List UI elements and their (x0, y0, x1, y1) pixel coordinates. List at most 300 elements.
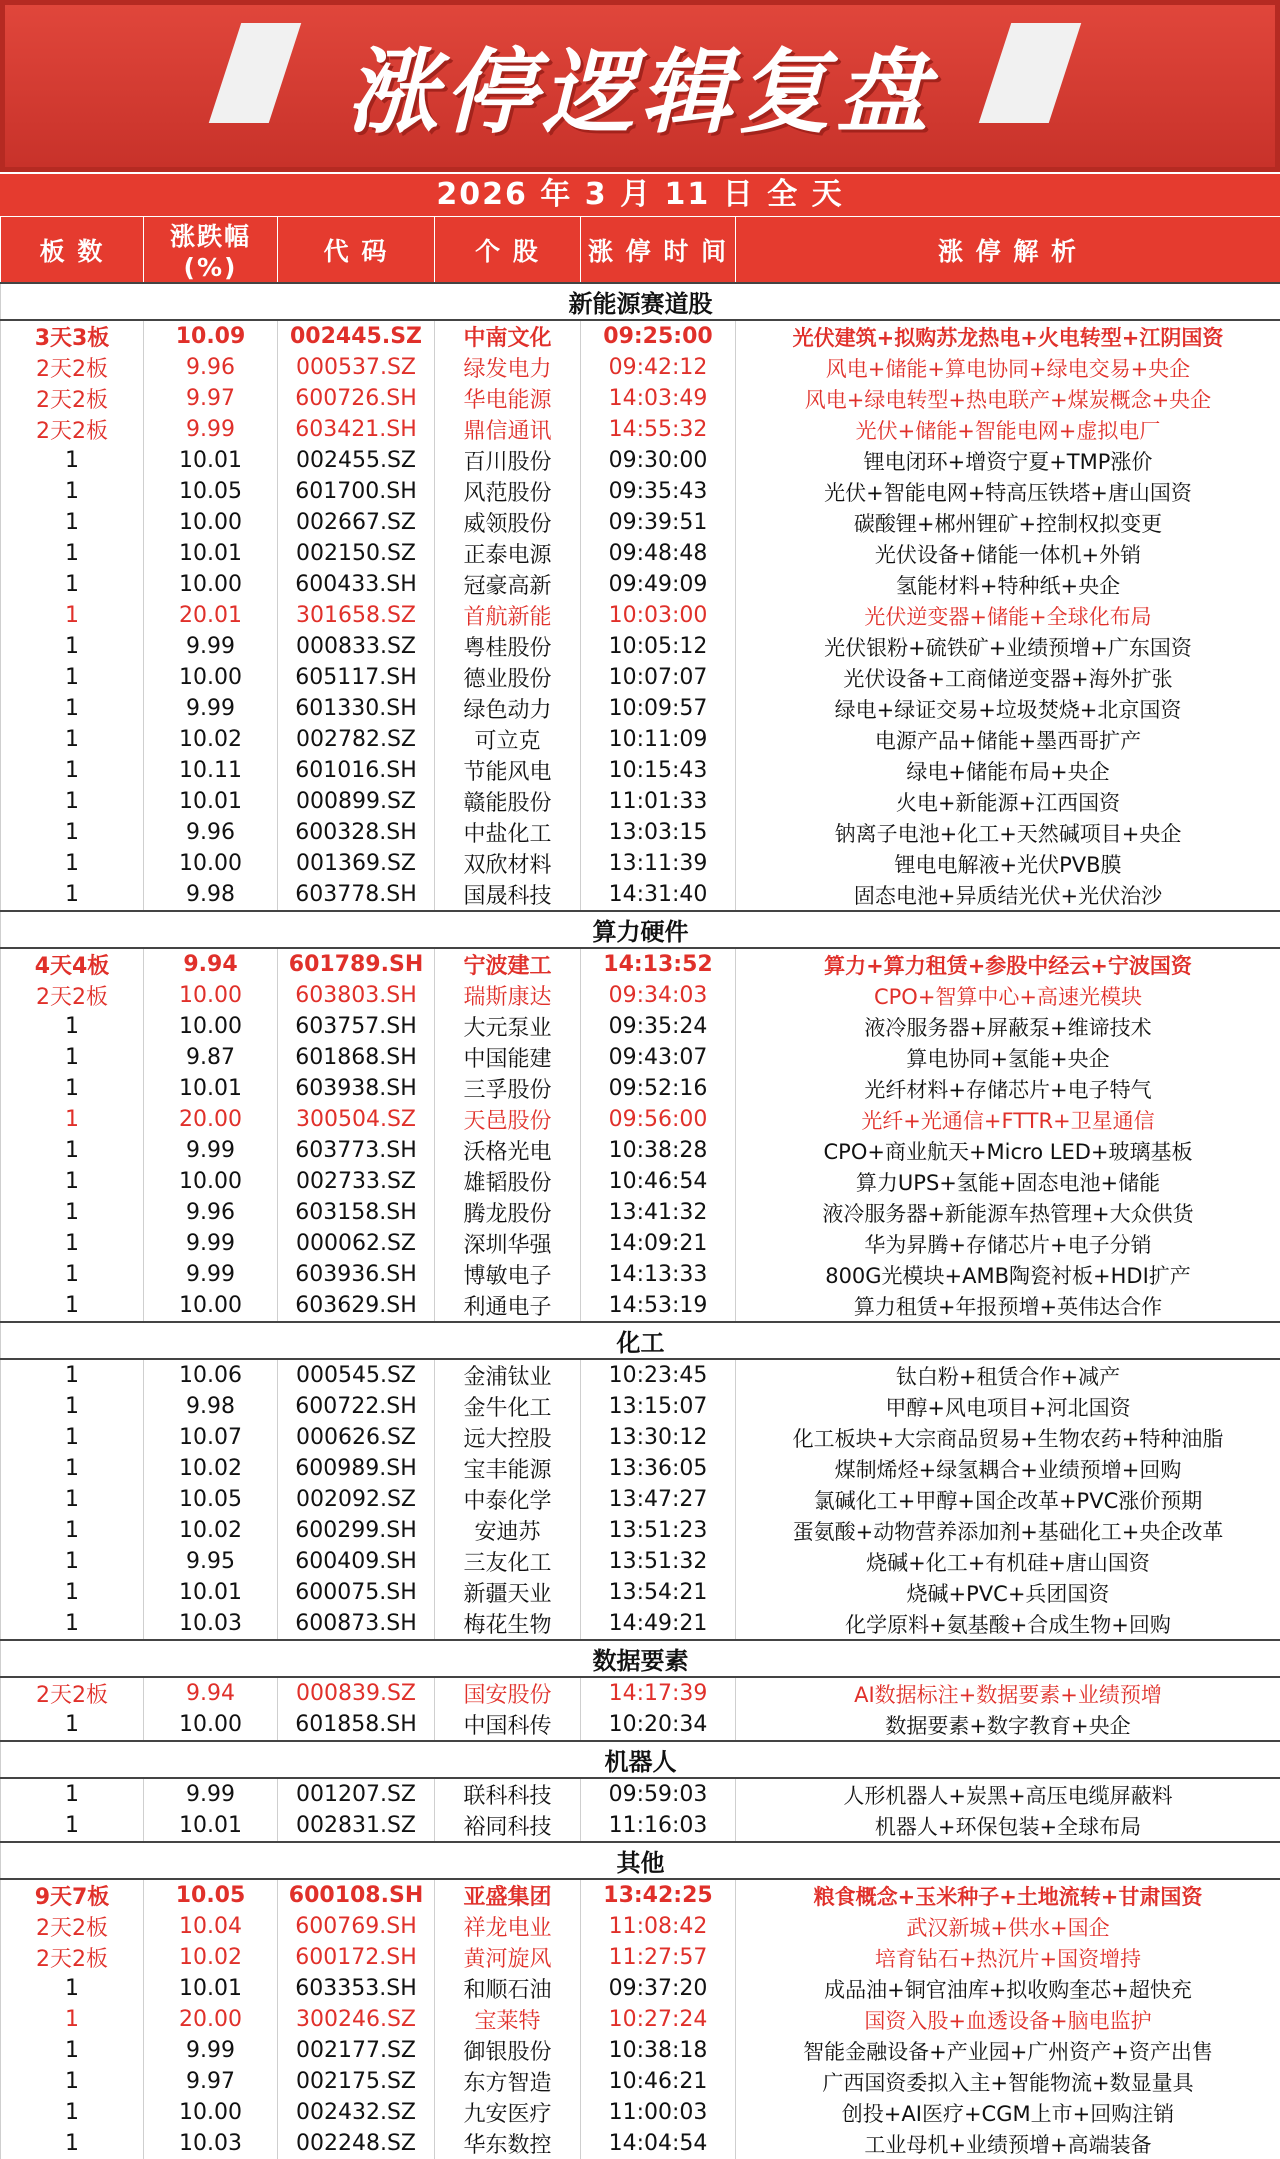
cell-pct: 9.96 (144, 817, 278, 848)
cell-pct: 10.02 (144, 1453, 278, 1484)
sector-title: 数据要素 (1, 1640, 1280, 1677)
cell-board: 1 (1, 755, 144, 786)
cell-code: 601789.SH (278, 948, 435, 980)
cell-board: 2天2板 (1, 1911, 144, 1942)
cell-pct: 9.94 (144, 1677, 278, 1709)
cell-board: 2天2板 (1, 1677, 144, 1709)
cell-stock: 利通电子 (435, 1290, 581, 1322)
cell-stock: 中国能建 (435, 1042, 581, 1073)
cell-pct: 9.96 (144, 352, 278, 383)
table-row (1, 1911, 1280, 1942)
cell-stock: 大元泵业 (435, 1011, 581, 1042)
cell-stock: 首航新能 (435, 600, 581, 631)
cell-stock: 鼎信通讯 (435, 414, 581, 445)
table-row (1, 414, 1280, 445)
cell-time: 11:01:33 (581, 786, 736, 817)
cell-reason: 光纤材料+存储芯片+电子特气 (736, 1073, 1280, 1104)
cell-code: 600172.SH (278, 1942, 435, 1973)
cell-code: 300504.SZ (278, 1104, 435, 1135)
cell-code: 603803.SH (278, 980, 435, 1011)
cell-time: 13:47:27 (581, 1484, 736, 1515)
cell-code: 002831.SZ (278, 1810, 435, 1842)
cell-stock: 联科科技 (435, 1778, 581, 1810)
cell-time: 14:53:19 (581, 1290, 736, 1322)
cell-reason: 成品油+铜官油库+拟收购奎芯+超快充 (736, 1973, 1280, 2004)
table-row (1, 1453, 1280, 1484)
cell-stock: 绿色动力 (435, 693, 581, 724)
cell-code: 002733.SZ (278, 1166, 435, 1197)
cell-reason: 碳酸锂+郴州锂矿+控制权拟变更 (736, 507, 1280, 538)
table-row (1, 1810, 1280, 1842)
table-row (1, 600, 1280, 631)
cell-code: 600873.SH (278, 1608, 435, 1640)
table-row (1, 1359, 1280, 1391)
cell-reason: 绿电+储能布局+央企 (736, 755, 1280, 786)
cell-reason: 风电+储能+算电协同+绿电交易+央企 (736, 352, 1280, 383)
sector-title: 算力硬件 (1, 911, 1280, 948)
cell-time: 09:43:07 (581, 1042, 736, 1073)
cell-time: 10:05:12 (581, 631, 736, 662)
cell-stock: 正泰电源 (435, 538, 581, 569)
cell-reason: 化学原料+氨基酸+合成生物+回购 (736, 1608, 1280, 1640)
cell-time: 10:15:43 (581, 755, 736, 786)
cell-time: 10:27:24 (581, 2004, 736, 2035)
cell-board: 1 (1, 1608, 144, 1640)
cell-code: 002432.SZ (278, 2097, 435, 2128)
cell-stock: 祥龙电业 (435, 1911, 581, 1942)
cell-stock: 中南文化 (435, 320, 581, 352)
table-row (1, 724, 1280, 755)
cell-pct: 9.98 (144, 1391, 278, 1422)
sector-header-row (1, 1741, 1280, 1778)
cell-reason: 工业母机+业绩预增+高端装备 (736, 2128, 1280, 2159)
table-row (1, 817, 1280, 848)
cell-pct: 10.03 (144, 1608, 278, 1640)
limit-up-table (0, 216, 1280, 2159)
cell-pct: 9.99 (144, 693, 278, 724)
cell-reason: 电源产品+储能+墨西哥扩产 (736, 724, 1280, 755)
cell-pct: 10.01 (144, 1810, 278, 1842)
cell-reason: 人形机器人+炭黑+高压电缆屏蔽料 (736, 1778, 1280, 1810)
table-row (1, 1546, 1280, 1577)
cell-reason: 华为昇腾+存储芯片+电子分销 (736, 1228, 1280, 1259)
cell-time: 14:03:49 (581, 383, 736, 414)
cell-code: 002177.SZ (278, 2035, 435, 2066)
cell-stock: 瑞斯康达 (435, 980, 581, 1011)
col-header-time: 涨 停 时 间 (581, 217, 736, 284)
sector-title: 新能源赛道股 (1, 283, 1280, 320)
cell-pct: 10.01 (144, 1577, 278, 1608)
cell-code: 002455.SZ (278, 445, 435, 476)
table-row (1, 879, 1280, 911)
cell-pct: 9.97 (144, 2066, 278, 2097)
cell-code: 000833.SZ (278, 631, 435, 662)
cell-reason: 粮食概念+玉米种子+土地流转+甘肃国资 (736, 1879, 1280, 1911)
cell-reason: 创投+AI医疗+CGM上市+回购注销 (736, 2097, 1280, 2128)
table-row (1, 693, 1280, 724)
table-row (1, 320, 1280, 352)
cell-time: 11:00:03 (581, 2097, 736, 2128)
cell-reason: 风电+绿电转型+热电联产+煤炭概念+央企 (736, 383, 1280, 414)
cell-board: 1 (1, 1228, 144, 1259)
cell-pct: 9.99 (144, 1259, 278, 1290)
cell-board: 1 (1, 879, 144, 911)
cell-reason: 光伏逆变器+储能+全球化布局 (736, 600, 1280, 631)
cell-code: 600769.SH (278, 1911, 435, 1942)
cell-stock: 亚盛集团 (435, 1879, 581, 1911)
cell-stock: 东方智造 (435, 2066, 581, 2097)
cell-code: 000062.SZ (278, 1228, 435, 1259)
cell-stock: 安迪苏 (435, 1515, 581, 1546)
cell-pct: 10.00 (144, 507, 278, 538)
cell-board: 1 (1, 2128, 144, 2159)
cell-board: 2天2板 (1, 352, 144, 383)
table-row (1, 538, 1280, 569)
cell-reason: 广西国资委拟入主+智能物流+数显量具 (736, 2066, 1280, 2097)
cell-code: 603757.SH (278, 1011, 435, 1042)
cell-reason: 智能金融设备+产业园+广州资产+资产出售 (736, 2035, 1280, 2066)
cell-code: 301658.SZ (278, 600, 435, 631)
cell-code: 002175.SZ (278, 2066, 435, 2097)
cell-board: 1 (1, 2035, 144, 2066)
table-row (1, 662, 1280, 693)
cell-code: 001207.SZ (278, 1778, 435, 1810)
cell-stock: 威领股份 (435, 507, 581, 538)
cell-reason: 化工板块+大宗商品贸易+生物农药+特种油脂 (736, 1422, 1280, 1453)
cell-stock: 远大控股 (435, 1422, 581, 1453)
cell-code: 002445.SZ (278, 320, 435, 352)
table-row (1, 1391, 1280, 1422)
cell-reason: 算力UPS+氢能+固态电池+储能 (736, 1166, 1280, 1197)
cell-board: 1 (1, 848, 144, 879)
cell-time: 14:49:21 (581, 1608, 736, 1640)
cell-stock: 金牛化工 (435, 1391, 581, 1422)
cell-reason: CPO+智算中心+高速光模块 (736, 980, 1280, 1011)
cell-time: 09:30:00 (581, 445, 736, 476)
cell-reason: CPO+商业航天+Micro LED+玻璃基板 (736, 1135, 1280, 1166)
cell-stock: 中国科传 (435, 1709, 581, 1741)
date-bar: 2026 年 3 月 11 日 全 天 (0, 172, 1280, 216)
cell-stock: 梅花生物 (435, 1608, 581, 1640)
cell-code: 002150.SZ (278, 538, 435, 569)
sector-header-row (1, 1640, 1280, 1677)
cell-time: 10:46:21 (581, 2066, 736, 2097)
cell-pct: 9.96 (144, 1197, 278, 1228)
cell-board: 1 (1, 786, 144, 817)
table-row (1, 2004, 1280, 2035)
sector-title: 化工 (1, 1322, 1280, 1359)
cell-stock: 博敏电子 (435, 1259, 581, 1290)
table-row (1, 383, 1280, 414)
cell-time: 09:49:09 (581, 569, 736, 600)
cell-board: 1 (1, 1484, 144, 1515)
cell-board: 2天2板 (1, 1942, 144, 1973)
cell-time: 14:13:33 (581, 1259, 736, 1290)
cell-board: 1 (1, 445, 144, 476)
cell-time: 14:31:40 (581, 879, 736, 911)
cell-stock: 黄河旋风 (435, 1942, 581, 1973)
cell-board: 1 (1, 1453, 144, 1484)
cell-stock: 宝莱特 (435, 2004, 581, 2035)
cell-stock: 宁波建工 (435, 948, 581, 980)
cell-code: 002667.SZ (278, 507, 435, 538)
cell-stock: 粤桂股份 (435, 631, 581, 662)
cell-reason: 煤制烯烃+绿氢耦合+业绩预增+回购 (736, 1453, 1280, 1484)
cell-board: 1 (1, 1391, 144, 1422)
cell-pct: 10.07 (144, 1422, 278, 1453)
table-row (1, 1515, 1280, 1546)
cell-pct: 10.01 (144, 786, 278, 817)
cell-pct: 9.99 (144, 1778, 278, 1810)
cell-time: 13:03:15 (581, 817, 736, 848)
cell-stock: 天邑股份 (435, 1104, 581, 1135)
cell-time: 10:20:34 (581, 1709, 736, 1741)
cell-board: 1 (1, 476, 144, 507)
cell-board: 1 (1, 2097, 144, 2128)
cell-code: 000545.SZ (278, 1359, 435, 1391)
table-row (1, 1135, 1280, 1166)
cell-reason: 光伏设备+储能一体机+外销 (736, 538, 1280, 569)
cell-time: 09:37:20 (581, 1973, 736, 2004)
table-row (1, 445, 1280, 476)
table-row (1, 1709, 1280, 1741)
table-row (1, 1228, 1280, 1259)
cell-board: 1 (1, 1778, 144, 1810)
table-row (1, 1879, 1280, 1911)
table-row (1, 1290, 1280, 1322)
cell-time: 10:38:28 (581, 1135, 736, 1166)
cell-board: 1 (1, 600, 144, 631)
cell-pct: 10.11 (144, 755, 278, 786)
cell-reason: 国资入股+血透设备+脑电监护 (736, 2004, 1280, 2035)
table-row (1, 1608, 1280, 1640)
cell-code: 002782.SZ (278, 724, 435, 755)
cell-board: 1 (1, 2066, 144, 2097)
sector-header-row (1, 1842, 1280, 1879)
cell-time: 09:35:24 (581, 1011, 736, 1042)
table-row (1, 1073, 1280, 1104)
cell-pct: 10.00 (144, 1166, 278, 1197)
cell-time: 14:17:39 (581, 1677, 736, 1709)
table-row (1, 1677, 1280, 1709)
cell-board: 4天4板 (1, 948, 144, 980)
cell-code: 601330.SH (278, 693, 435, 724)
table-row (1, 1778, 1280, 1810)
cell-board: 1 (1, 538, 144, 569)
cell-pct: 10.06 (144, 1359, 278, 1391)
table-row (1, 2066, 1280, 2097)
cell-time: 09:34:03 (581, 980, 736, 1011)
cell-code: 603778.SH (278, 879, 435, 911)
cell-reason: 绿电+绿证交易+垃圾焚烧+北京国资 (736, 693, 1280, 724)
cell-time: 10:07:07 (581, 662, 736, 693)
table-row (1, 2035, 1280, 2066)
cell-reason: 光伏银粉+硫铁矿+业绩预增+广东国资 (736, 631, 1280, 662)
cell-board: 1 (1, 1135, 144, 1166)
title-banner (0, 0, 1280, 172)
cell-code: 600409.SH (278, 1546, 435, 1577)
table-row (1, 2128, 1280, 2159)
cell-board: 1 (1, 1197, 144, 1228)
cell-time: 13:36:05 (581, 1453, 736, 1484)
cell-board: 1 (1, 1709, 144, 1741)
cell-reason: 光伏+智能电网+特高压铁塔+唐山国资 (736, 476, 1280, 507)
cell-pct: 10.05 (144, 476, 278, 507)
cell-stock: 九安医疗 (435, 2097, 581, 2128)
col-header-reason: 涨 停 解 析 (736, 217, 1280, 284)
cell-board: 1 (1, 693, 144, 724)
table-row (1, 507, 1280, 538)
cell-reason: 培育钻石+热沉片+国资增持 (736, 1942, 1280, 1973)
cell-reason: 火电+新能源+江西国资 (736, 786, 1280, 817)
cell-board: 1 (1, 1973, 144, 2004)
table-row (1, 476, 1280, 507)
cell-pct: 9.99 (144, 2035, 278, 2066)
cell-board: 1 (1, 1810, 144, 1842)
cell-time: 14:13:52 (581, 948, 736, 980)
table-header-row (1, 217, 1280, 284)
table-row (1, 1104, 1280, 1135)
cell-reason: 氯碱化工+甲醇+国企改革+PVC涨价预期 (736, 1484, 1280, 1515)
cell-pct: 9.98 (144, 879, 278, 911)
cell-pct: 10.09 (144, 320, 278, 352)
table-row (1, 1042, 1280, 1073)
table-row (1, 1577, 1280, 1608)
cell-code: 603773.SH (278, 1135, 435, 1166)
col-header-code: 代 码 (278, 217, 435, 284)
cell-stock: 可立克 (435, 724, 581, 755)
cell-code: 600989.SH (278, 1453, 435, 1484)
cell-pct: 10.00 (144, 569, 278, 600)
cell-code: 603936.SH (278, 1259, 435, 1290)
cell-stock: 双欣材料 (435, 848, 581, 879)
table-row (1, 848, 1280, 879)
cell-pct: 10.01 (144, 538, 278, 569)
cell-stock: 百川股份 (435, 445, 581, 476)
cell-pct: 20.01 (144, 600, 278, 631)
cell-reason: 甲醇+风电项目+河北国资 (736, 1391, 1280, 1422)
cell-stock: 节能风电 (435, 755, 581, 786)
cell-code: 002248.SZ (278, 2128, 435, 2159)
cell-board: 2天2板 (1, 383, 144, 414)
cell-board: 1 (1, 1359, 144, 1391)
cell-board: 2天2板 (1, 414, 144, 445)
sector-header-row (1, 1322, 1280, 1359)
cell-time: 09:42:12 (581, 352, 736, 383)
cell-reason: 烧碱+PVC+兵团国资 (736, 1577, 1280, 1608)
cell-stock: 雄韬股份 (435, 1166, 581, 1197)
cell-time: 13:42:25 (581, 1879, 736, 1911)
cell-pct: 10.00 (144, 980, 278, 1011)
cell-reason: 烧碱+化工+有机硅+唐山国资 (736, 1546, 1280, 1577)
cell-board: 1 (1, 1422, 144, 1453)
cell-board: 1 (1, 662, 144, 693)
table-row (1, 980, 1280, 1011)
cell-code: 600722.SH (278, 1391, 435, 1422)
cell-reason: 算电协同+氢能+央企 (736, 1042, 1280, 1073)
cell-time: 11:16:03 (581, 1810, 736, 1842)
cell-stock: 中泰化学 (435, 1484, 581, 1515)
cell-time: 09:35:43 (581, 476, 736, 507)
cell-stock: 三友化工 (435, 1546, 581, 1577)
cell-pct: 9.97 (144, 383, 278, 414)
table-row (1, 352, 1280, 383)
cell-pct: 10.05 (144, 1879, 278, 1911)
cell-reason: AI数据标注+数据要素+业绩预增 (736, 1677, 1280, 1709)
cell-code: 601858.SH (278, 1709, 435, 1741)
cell-pct: 10.00 (144, 2097, 278, 2128)
cell-stock: 和顺石油 (435, 1973, 581, 2004)
cell-stock: 绿发电力 (435, 352, 581, 383)
cell-board: 1 (1, 1515, 144, 1546)
cell-code: 603158.SH (278, 1197, 435, 1228)
table-row (1, 1484, 1280, 1515)
cell-stock: 中盐化工 (435, 817, 581, 848)
cell-time: 10:23:45 (581, 1359, 736, 1391)
cell-time: 13:51:32 (581, 1546, 736, 1577)
cell-time: 13:30:12 (581, 1422, 736, 1453)
cell-code: 603353.SH (278, 1973, 435, 2004)
cell-pct: 10.01 (144, 445, 278, 476)
cell-board: 1 (1, 2004, 144, 2035)
cell-stock: 新疆天业 (435, 1577, 581, 1608)
cell-time: 10:03:00 (581, 600, 736, 631)
cell-reason: 光伏设备+工商储逆变器+海外扩张 (736, 662, 1280, 693)
cell-code: 603421.SH (278, 414, 435, 445)
cell-time: 10:46:54 (581, 1166, 736, 1197)
cell-pct: 9.99 (144, 631, 278, 662)
cell-time: 11:27:57 (581, 1942, 736, 1973)
cell-time: 09:59:03 (581, 1778, 736, 1810)
cell-code: 600108.SH (278, 1879, 435, 1911)
cell-pct: 10.04 (144, 1911, 278, 1942)
table-row (1, 1942, 1280, 1973)
cell-board: 1 (1, 1290, 144, 1322)
cell-code: 000899.SZ (278, 786, 435, 817)
table-row (1, 1166, 1280, 1197)
cell-pct: 9.99 (144, 414, 278, 445)
cell-stock: 赣能股份 (435, 786, 581, 817)
cell-reason: 液冷服务器+新能源车热管理+大众供货 (736, 1197, 1280, 1228)
cell-time: 11:08:42 (581, 1911, 736, 1942)
cell-pct: 9.94 (144, 948, 278, 980)
cell-reason: 数据要素+数字教育+央企 (736, 1709, 1280, 1741)
cell-board: 1 (1, 1011, 144, 1042)
cell-pct: 9.87 (144, 1042, 278, 1073)
cell-stock: 裕同科技 (435, 1810, 581, 1842)
cell-stock: 华电能源 (435, 383, 581, 414)
col-header-stock: 个 股 (435, 217, 581, 284)
cell-pct: 9.95 (144, 1546, 278, 1577)
table-row (1, 631, 1280, 662)
table-row (1, 786, 1280, 817)
cell-code: 601700.SH (278, 476, 435, 507)
cell-time: 13:41:32 (581, 1197, 736, 1228)
cell-reason: 机器人+环保包装+全球布局 (736, 1810, 1280, 1842)
cell-pct: 10.02 (144, 1942, 278, 1973)
cell-code: 601868.SH (278, 1042, 435, 1073)
table-row (1, 1011, 1280, 1042)
cell-time: 14:09:21 (581, 1228, 736, 1259)
cell-code: 600328.SH (278, 817, 435, 848)
sector-title: 机器人 (1, 1741, 1280, 1778)
cell-code: 000626.SZ (278, 1422, 435, 1453)
table-row (1, 1259, 1280, 1290)
cell-reason: 氢能材料+特种纸+央企 (736, 569, 1280, 600)
cell-stock: 沃格光电 (435, 1135, 581, 1166)
cell-pct: 10.01 (144, 1073, 278, 1104)
cell-stock: 金浦钛业 (435, 1359, 581, 1391)
